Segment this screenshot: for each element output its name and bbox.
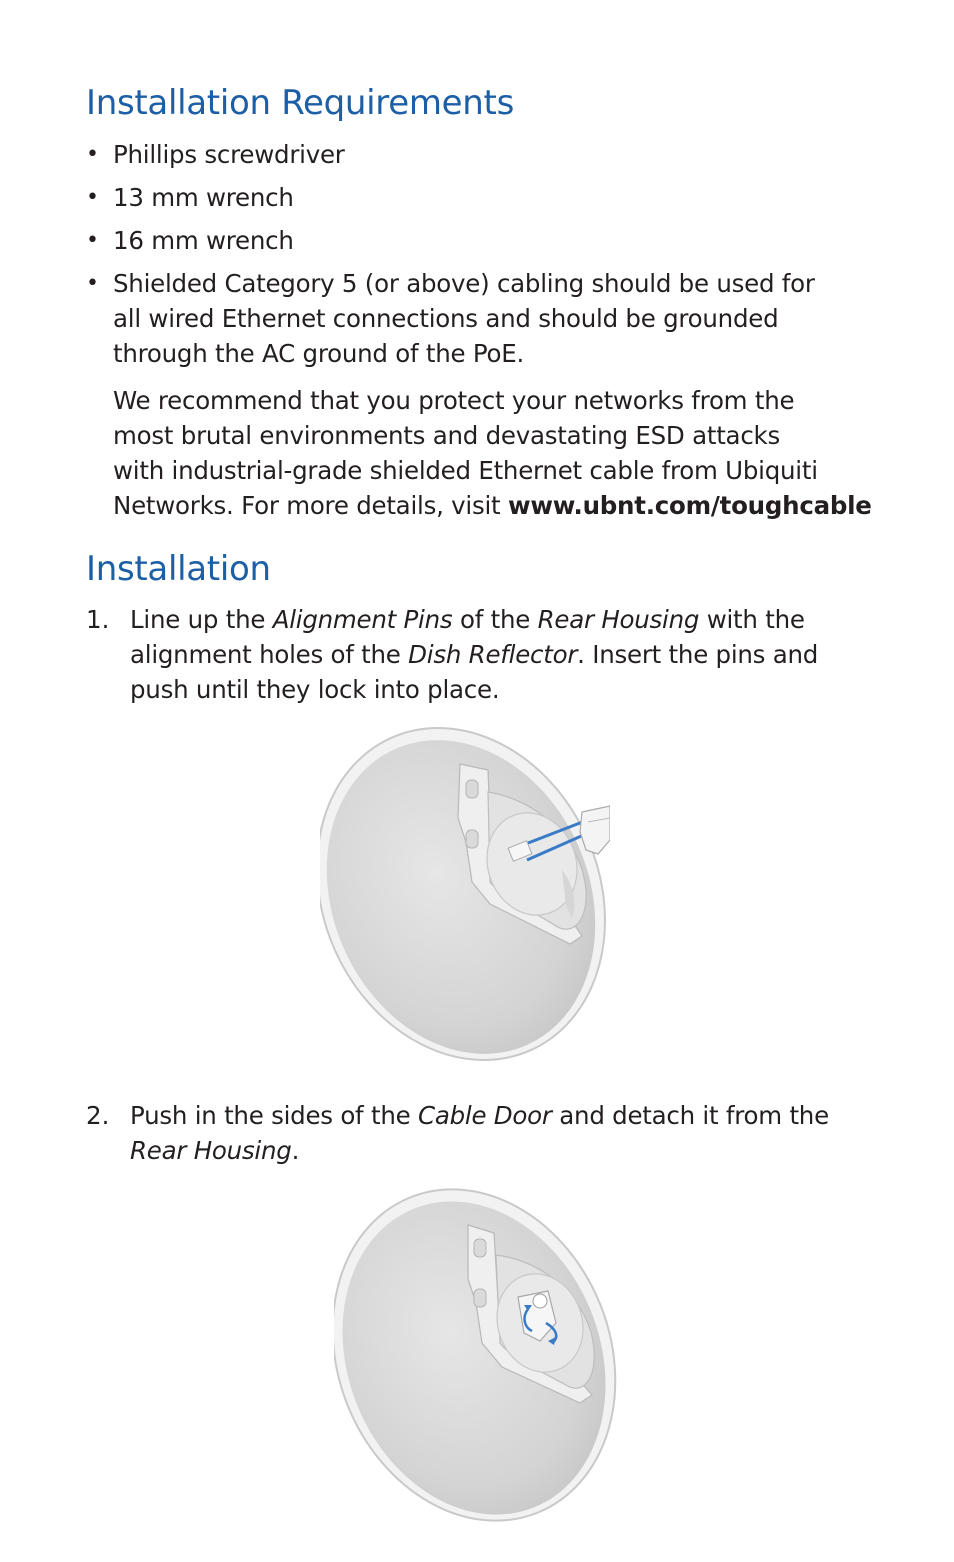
toughcable-url[interactable]: www.ubnt.com/toughcable <box>507 491 872 520</box>
bullet-dot: • <box>86 228 99 253</box>
text-line: Rear Housing. <box>130 1136 300 1165</box>
text-line: with industrial-grade shielded Ethernet cable from Ubiquiti <box>113 456 818 485</box>
bullet-dot: • <box>86 185 99 210</box>
text-line: Push in the sides of the Cable Door and detach it from the <box>130 1101 829 1130</box>
text-line <box>113 488 913 523</box>
toughcable-recommendation <box>113 383 913 523</box>
step-number: 1. <box>86 605 110 634</box>
text-line: all wired Ethernet connections and should be grounded <box>113 304 779 333</box>
text-line: most brutal environments and devastating ESD attacks <box>113 421 780 450</box>
list-item: 13 mm wrench <box>113 183 294 212</box>
section-title-installation: Installation <box>86 549 271 589</box>
text-line: We recommend that you protect your networks from the <box>113 386 795 415</box>
dish-alignment-illustration <box>320 722 610 1067</box>
bullet-dot: • <box>86 142 99 167</box>
list-item: 16 mm wrench <box>113 226 294 255</box>
text-line: push until they lock into place. <box>130 675 500 704</box>
step-1-text <box>130 602 930 707</box>
section-title-requirements: Installation Requirements <box>86 83 514 123</box>
text-line: Shielded Category 5 (or above) cabling should be used for <box>113 269 815 298</box>
text-segment: Networks. For more details, visit <box>113 491 508 520</box>
step-2-text <box>130 1098 930 1168</box>
mount-bracket <box>580 806 610 854</box>
list-item: Phillips screwdriver <box>113 140 345 169</box>
text-line: Line up the Alignment Pins of the Rear Housing with the <box>130 605 805 634</box>
text-line: through the AC ground of the PoE. <box>113 339 525 368</box>
step-number: 2. <box>86 1101 110 1130</box>
bullet-dot: • <box>86 271 99 296</box>
cable-door-illustration <box>334 1183 619 1528</box>
text-line: alignment holes of the Dish Reflector. Insert the pins and <box>130 640 819 669</box>
cabling-requirement <box>113 266 913 371</box>
